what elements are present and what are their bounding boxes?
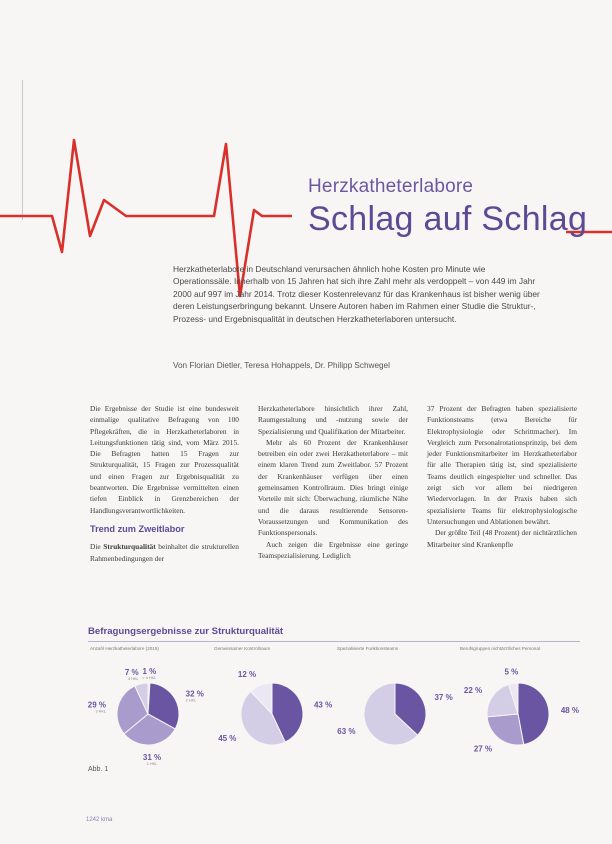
- text-run: beinhaltet die strukturellen Rahmenbedingungen der: [90, 542, 239, 563]
- slice-sublabel: 3 HKL: [95, 709, 107, 714]
- text-column-2: [258, 403, 408, 561]
- chart-title: Spezialisierte Funktionsteams: [337, 646, 399, 651]
- slice-sublabel: 2 HKL: [185, 698, 197, 703]
- slice-label: 48 %: [560, 706, 580, 716]
- slice-label: 12 %: [237, 670, 257, 680]
- section-subhead: Trend zum Zweitlabor: [90, 523, 185, 534]
- slice-sublabel: 1 HKL: [146, 761, 158, 766]
- figure-title: Befragungsergebnisse zur Strukturqualität: [88, 626, 284, 637]
- slice-label: 5 %: [504, 667, 519, 677]
- slice-label: 31 %: [142, 752, 162, 762]
- bold-term: Strukturqualität: [103, 542, 156, 552]
- slice-label: 7 %: [124, 668, 139, 678]
- figure-caption: Abb. 1: [88, 766, 109, 773]
- slice-label: 43 %: [313, 700, 333, 710]
- slice-label: 27 %: [473, 744, 493, 754]
- pie-slice: [487, 714, 524, 745]
- slice-label: 29 %: [87, 700, 107, 710]
- paragraph: Der größte Teil (48 Prozent) der nichtärztlichen Mitarbeiter sind Krankenpfle: [427, 528, 577, 549]
- article-lead: Herzkatheterlabore in Deutschland verursachen ähnlich hohe Kosten pro Minute wie Operationssäle. Innerhalb von 15 Jahren hat sich ihre Zahl mehr als verdoppelt – von 449 im Jahr 2000 auf 997 im Jahr 2014. Trotz dieser Kostenrelevanz für das Krankenhaus ist bisher wenig über deren Leistungserbringung bekannt. Unsere Autoren haben im Rahmen einer Studie die Struktur-, Prozess- und Ergebnisqualität in deutschen Herzkatheterlaboren untersucht.: [173, 264, 540, 324]
- paragraph: [90, 541, 239, 564]
- article-headline: Schlag auf Schlag: [308, 200, 588, 238]
- slice-label: 37 %: [434, 692, 453, 702]
- paragraph: Herzkatheterlabore hinsichtlich ihrer Zahl, Raumgestaltung und -nutzung sowie der Spezialisierung und Qualifikation der Mitarbeiter.: [258, 404, 408, 436]
- chart-title: Gemeinsamer Kontrollraum: [214, 646, 271, 651]
- text-column-3: [427, 403, 577, 550]
- text-run: Die: [90, 542, 104, 552]
- slice-label: 32 %: [185, 689, 204, 699]
- slice-label: 63 %: [337, 727, 356, 737]
- article-kicker: Herzkatheterlabore: [308, 176, 474, 197]
- paragraph: Die Ergebnisse der Studie ist eine bundesweit einmalige qualitative Befragung von 100 Pflegekräften, die in Herzkatheterlaboren in Leitungsfunktionen tätig sind, vom März 2015. Die Befragten hatten 15 Fragen zur Strukturqualität, 15 Fragen zur Prozessqualität und einen Fragen zur Ergebnisqualität zu beantworten. Die Ergebnisse vermittelten einen tiefen Einblick in Grenzbereichen der Handlungsverantwortlichkeiten.: [90, 404, 239, 515]
- slice-sublabel: > 4 HKL: [142, 676, 157, 681]
- slice-label: 45 %: [218, 734, 237, 744]
- pie-charts: [0, 642, 612, 772]
- slice-sublabel: 4 HKL: [128, 677, 139, 682]
- paragraph: Auch zeigen die Ergebnisse eine geringe Teamspezialisierung. Lediglich: [258, 539, 408, 560]
- paragraph: Mehr als 60 Prozent der Krankenhäuser betreiben ein oder zwei Herzkatheterlabore – mit einem klaren Trend zum Zweitlabor. 57 Prozent der Krankenhäuser verfügen über einen gemeinsamen Kontrollraum. Dies bringt einige Vorteile mit sich: Überwachung, räumliche Nähe und die daraus resultierende Sensoren-Voraussetzungen und Kommunikation des Funktionspersonals.: [258, 437, 408, 538]
- paragraph: 37 Prozent der Befragten haben spezialisierte Funktionsteams (etwa Bereiche für Elektrophysiologie oder Schrittmacher). Im Vergleich zum Personalrotationsprinzip, bei dem jeder Funktionsmitarbeiter im Herzkatheterlabor für alle Therapien tätig ist, sind spezialisierte Teams deutlich eingespielter und schneller. Das zeigt sich vor allem bei niedrigeren Wiedervorlagen. In der Praxis haben sich spezialisierte Teams für elektrophysiologische Untersuchungen und Ablationen bewährt.: [427, 404, 577, 526]
- pie-slice: [518, 683, 549, 744]
- article-authors: Von Florian Dietler, Teresa Hohappels, Dr. Philipp Schwegel: [173, 361, 390, 370]
- slice-label: 22 %: [463, 686, 483, 696]
- chart-title: Berufsgruppen nichtärztliches Personal: [460, 646, 540, 651]
- page-folio: 1242 kma: [86, 817, 113, 823]
- chart-title: Anzahl Herzkatheterlabore (2015): [90, 646, 159, 651]
- slice-label: 1 %: [142, 667, 157, 677]
- text-column-1: [90, 403, 239, 564]
